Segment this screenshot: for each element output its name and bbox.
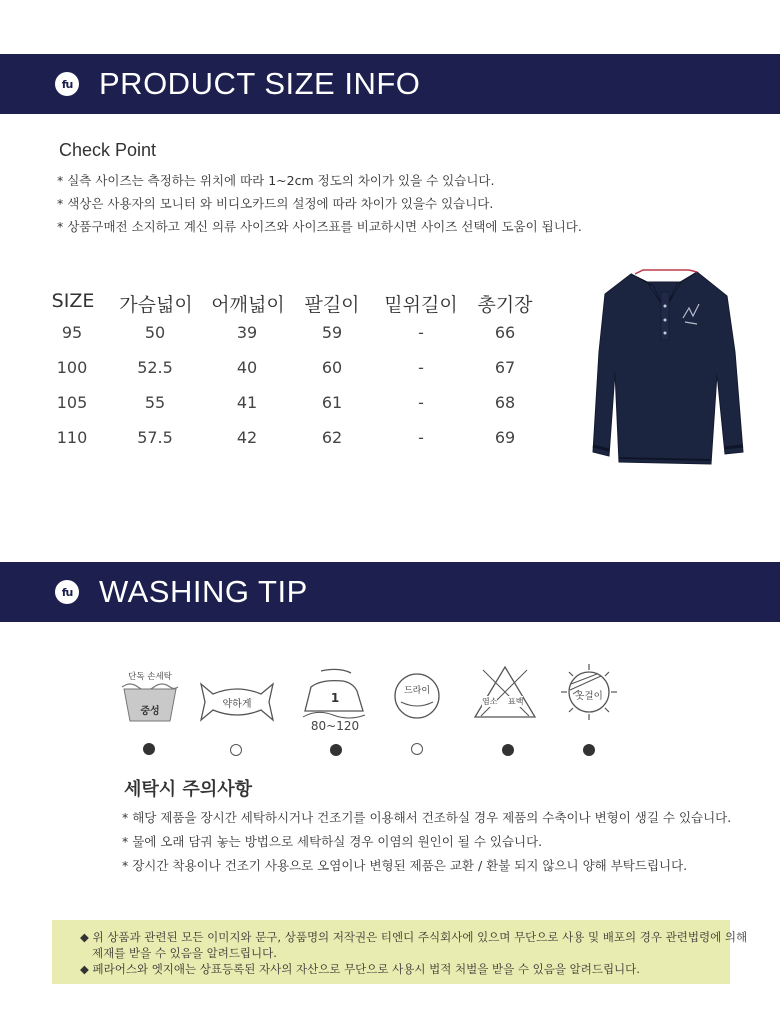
- hand-wash-inner-label: 중성: [140, 706, 160, 717]
- cell-sleeve: 59: [321, 323, 343, 342]
- table-row: [45, 358, 565, 382]
- washing-tip-banner: [0, 562, 780, 622]
- hand-wash-top-label: 단독 손세탁: [118, 672, 182, 683]
- wash-note-3: * 장시간 착용이나 건조기 사용으로 오염이나 변형된 제품은 교환 / 환불 되지 않으니 양해 부탁드립니다.: [122, 858, 688, 873]
- care-dot-4: [411, 743, 423, 755]
- hang-dry-shade-icon: [559, 662, 619, 722]
- header-sleeve: 팔길이: [304, 294, 360, 316]
- check-note-2: * 색상은 사용자의 모니터 와 비디오카드의 설정에 따라 차이가 있을수 있습니다.: [57, 196, 494, 211]
- copyright-line-3: ◆ 페라어스와 엣지애는 상표등록된 자사의 자산으로 무단으로 사용시 법적 처벌을 받을 수 있음을 알려드립니다.: [80, 962, 640, 976]
- cell-size: 110: [56, 428, 88, 447]
- cell-rise: -: [418, 428, 424, 447]
- cell-length: 69: [494, 428, 516, 447]
- no-bleach-icon: [473, 664, 537, 720]
- brand-logo-icon: fu: [55, 72, 79, 96]
- dry-clean-inner-label: 드라이: [403, 686, 431, 696]
- care-dot-1: [143, 743, 155, 755]
- hang-dry-inner-label: 옷걸이: [575, 691, 603, 702]
- cell-shoulder: 39: [236, 323, 258, 342]
- copyright-notice-box: [52, 920, 748, 984]
- check-point-title: Check Point: [59, 140, 157, 160]
- no-bleach-label-left: 염소: [482, 697, 498, 706]
- iron-icon: [299, 667, 371, 739]
- cell-rise: -: [418, 358, 424, 377]
- washing-tip-title: WASHING TIP: [99, 574, 308, 609]
- no-bleach-label-right: 표백: [508, 697, 524, 706]
- cell-size: 95: [61, 323, 83, 342]
- copyright-line-1: ◆ 위 상품과 관련된 모든 이미지와 문구, 상품명의 저작권은 티엔디 주식회사에 있으며 무단으로 사용 및 배포의 경우 관련법령에 의해: [80, 930, 748, 944]
- care-dot-6: [583, 744, 595, 756]
- header-shoulder: 어깨넓이: [211, 294, 285, 316]
- care-dot-5: [502, 744, 514, 756]
- cell-chest: 50: [144, 323, 166, 342]
- cell-rise: -: [418, 393, 424, 412]
- cell-shoulder: 40: [236, 358, 258, 377]
- brand-logo-icon: fu: [55, 580, 79, 604]
- check-note-1: * 실측 사이즈는 측정하는 위치에 따라 1~2cm 정도의 차이가 있을 수 있습니다.: [57, 173, 495, 188]
- cell-length: 67: [494, 358, 516, 377]
- size-info-banner: [0, 54, 780, 114]
- iron-inner-label: 1: [330, 691, 340, 705]
- copyright-line-2: 제재를 받을 수 있음을 알려드립니다.: [92, 946, 277, 960]
- cell-sleeve: 62: [321, 428, 343, 447]
- header-length: 총기장: [477, 294, 533, 316]
- header-size: SIZE: [51, 290, 95, 312]
- cell-length: 66: [494, 323, 516, 342]
- care-dot-2: [230, 744, 242, 756]
- size-info-title: PRODUCT SIZE INFO: [99, 66, 421, 101]
- care-dot-3: [330, 744, 342, 756]
- cell-shoulder: 41: [236, 393, 258, 412]
- header-rise: 밑위길이: [384, 294, 458, 316]
- table-row: [45, 393, 565, 417]
- cell-sleeve: 60: [321, 358, 343, 377]
- wash-note-1: * 해당 제품을 장시간 세탁하시거나 건조기를 이용해서 건조하실 경우 제품의 수축이나 변형이 생길 수 있습니다.: [122, 810, 732, 825]
- size-table-header: [45, 290, 565, 314]
- iron-temp-label: 80~120: [310, 719, 360, 733]
- cell-rise: -: [418, 323, 424, 342]
- washing-caution-title: 세탁시 주의사항: [124, 779, 252, 800]
- cell-chest: 57.5: [137, 428, 173, 447]
- cell-sleeve: 61: [321, 393, 343, 412]
- dry-clean-icon: [393, 672, 441, 720]
- table-row: [45, 323, 565, 347]
- cell-chest: 52.5: [137, 358, 173, 377]
- cell-size: 105: [56, 393, 88, 412]
- table-row: [45, 428, 565, 452]
- header-chest: 가슴넓이: [119, 294, 193, 316]
- cell-length: 68: [494, 393, 516, 412]
- cell-chest: 55: [144, 393, 166, 412]
- cell-shoulder: 42: [236, 428, 258, 447]
- wash-note-2: * 물에 오래 담궈 놓는 방법으로 세탁하실 경우 이염의 원인이 될 수 있습니다.: [122, 834, 543, 849]
- wring-inner-label: 약하게: [222, 699, 252, 710]
- wring-gently-icon: [199, 682, 275, 722]
- cell-size: 100: [56, 358, 88, 377]
- hand-wash-basin-icon: [118, 673, 182, 725]
- check-note-3: * 상품구매전 소지하고 계신 의류 사이즈와 사이즈표를 비교하시면 사이즈 선택에 도움이 됩니다.: [57, 219, 582, 234]
- product-shirt-image: [585, 262, 755, 472]
